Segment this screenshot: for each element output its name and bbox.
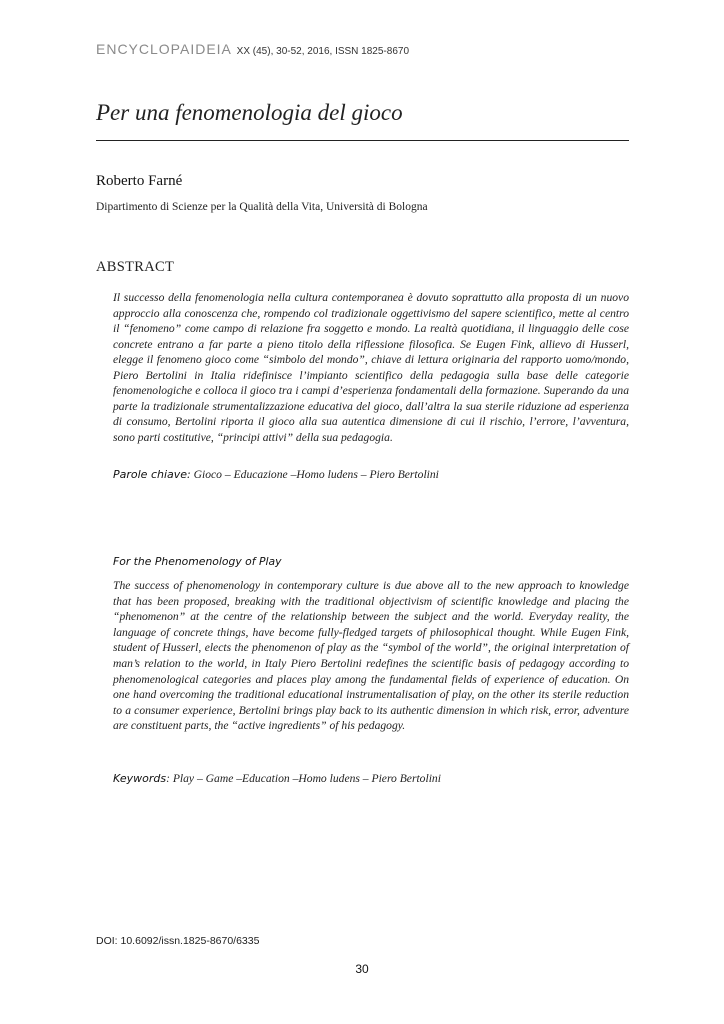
english-keywords <box>113 772 629 785</box>
author-affiliation: Dipartimento di Scienze per la Qualità della Vita, Università di Bologna <box>96 201 428 213</box>
journal-header <box>96 41 409 57</box>
keywords-list: : Play – Game –Education –Homo ludens – Piero Bertolini <box>166 772 441 785</box>
keywords-label: Keywords <box>113 772 167 785</box>
page-number: 30 <box>355 962 369 976</box>
english-abstract-text: The success of phenomenology in contemporary culture is due above all to the new approach to knowledge that has been proposed, breaking with the traditional objectivism of scientific knowledge and placing the “phenomenon” at the centre of the relationship between the subject and the world. Everyday reality, the language of concrete things, have become fully-fledged targets of philosophical thought. While Eugen Fink, student of Husserl, elects the phenomenon of play as the “symbol of the world”, the original interpretation of man’s relation to the world, in Italy Piero Bertolini redefines the scientific basis of pedagogy according to phenomenological categories and places play among the fundamental fields of experience of education. On one hand overcoming the traditional educational instrumentalisation of play, on the other its sterile reduction to a consumer experience, Bertolini brings play back to its authentic dimension in which risk, error, adventure are constituent parts, the “active ingredients” of his pedagogy. <box>113 579 629 733</box>
keywords-list: Gioco – Educazione –Homo ludens – Piero Bertolini <box>190 468 439 481</box>
italian-keywords <box>113 468 629 481</box>
abstract-text: Il successo della fenomenologia nella cultura contemporanea è dovuto soprattutto alla proposta di un nuovo approccio alla conoscenza che, rompendo col tradizionale oggettivismo del sapere scientifico, mette al centro il “fenomeno” come campo di relazione fra soggetto e mondo. La realtà quotidiana, il linguaggio delle cose concrete entrano a far parte a pieno titolo della riflessione filosofica. Se Eugen Fink, allievo di Husserl, elegge il fenomeno gioco come “simbolo del mondo”, chiave di lettura originaria del rapporto uomo/mondo, Piero Bertolini in Italia ridefinisce l’impianto scientifico della pedagogia sulla base delle categorie fenomenologiche e colloca il gioco tra i campi d’esperienza fondamentali della formazione. Superando da una parte la tradizionale strumentalizzazione educativa del gioco, dall’altra la sua sterile riduzione ad esperienza di consumo, Bertolini riporta il gioco alla sua autentica dimensione di cui il rischio, l’errore, l’avventura, sono parti costitutive, “principi attivi” della sua pedagogia. <box>113 291 629 444</box>
keywords-label: Parole chiave: <box>113 468 191 481</box>
abstract-heading: ABSTRACT <box>96 259 175 275</box>
journal-citation: XX (45), 30-52, 2016, ISSN 1825-8670 <box>236 46 410 57</box>
title-divider <box>96 140 629 141</box>
english-title: For the Phenomenology of Play <box>113 555 282 568</box>
paper-title: Per una fenomenologia del gioco <box>96 100 403 125</box>
doi-link[interactable]: DOI: 10.6092/issn.1825-8670/6335 <box>96 935 260 947</box>
journal-logo: ENCYCLOPAIDEIA <box>96 41 232 57</box>
author-name: Roberto Farné <box>96 173 183 189</box>
